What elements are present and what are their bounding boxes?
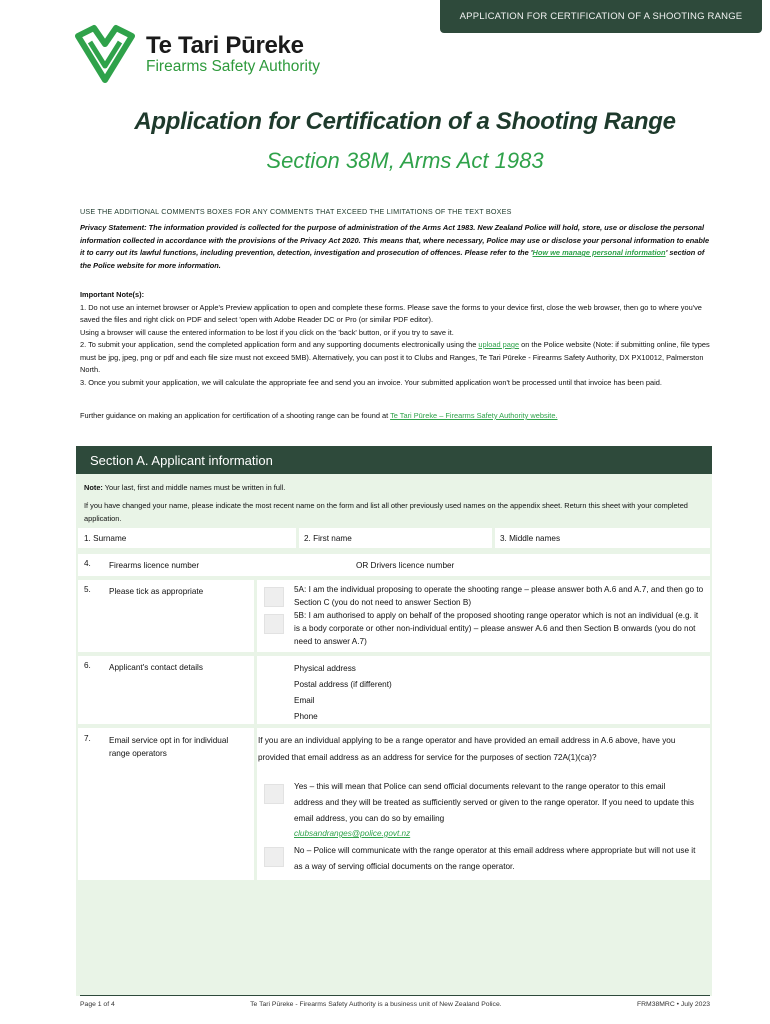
logo	[74, 24, 320, 84]
name-change-note: If you have changed your name, please indicate the most recent name on the form and list all other previously used names on the appendix sheet. Return this sheet with your completed application.	[84, 501, 688, 523]
logo-subtitle: Firearms Safety Authority	[146, 57, 321, 75]
q7-no-checkbox[interactable]	[264, 847, 284, 867]
q6-label: Applicant's contact details	[109, 663, 203, 672]
email-field[interactable]: Email	[294, 696, 315, 705]
q7-yes-text: Yes – this will mean that Police can send official documents relevant to the range operator to this email address and they will be treated as sufficiently served or given to the range operator. If you need to update this email address, you can do so by emailing	[294, 782, 694, 823]
document-tab-label: APPLICATION FOR CERTIFICATION OF A SHOOTING RANGE	[440, 0, 762, 33]
section-note	[84, 482, 704, 495]
q5b-text: 5B: I am authorised to apply on behalf of the proposed shooting range operator which is not an individual (e.g. it is a body corporate or other non-individual entity) – please answer A.6 and then Section B onwards (you do not need to answer A.7)	[294, 611, 699, 646]
note-2-text: 2. To submit your application, send the completed application form and any supporting documents electronically using the	[80, 340, 479, 349]
privacy-text: The information provided is collected for the purpose of administration of the Arms Act 1983. New Zealand Police will hold, store, use or disclose the personal information collected in accordance with the provisions of the Privacy Act 2020. This means that, where necessary, Police may use or disclose your personal information to enable it to carry out its lawful functions, including prevention, detection, investigation and prosecution of offences. Please refer to the '	[80, 223, 710, 257]
privacy-statement	[80, 222, 710, 272]
page-number: Page 1 of 4	[80, 1001, 115, 1008]
licence-row	[78, 554, 710, 576]
logo-mark-icon	[74, 24, 136, 84]
q7-label: Email service opt in for individual range operators	[109, 736, 229, 758]
q5b-checkbox[interactable]	[264, 614, 284, 634]
q6-number: 6.	[84, 661, 91, 670]
comments-instruction: USE THE ADDITIONAL COMMENTS BOXES FOR ANY COMMENTS THAT EXCEED THE LIMITATIONS OF THE TEXT BOXES	[80, 207, 512, 216]
note-1: 1. Do not use an internet browser or Apple's Preview application to open and complete these forms. Please save the forms to your device first, close the web browser, then go to where you've saved the files and right click on PDF and select 'open with Adobe Reader DC or Pro (or similar PDF editor).	[80, 302, 702, 324]
important-notes	[80, 289, 710, 389]
first-name-field[interactable]: 2. First name	[304, 534, 352, 543]
q6-row	[78, 656, 710, 724]
note-2	[80, 339, 710, 377]
fsa-website-link[interactable]: Te Tari Pūreke – Firearms Safety Authority website.	[390, 411, 558, 420]
privacy-link[interactable]: How we manage personal information	[532, 248, 666, 257]
further-guidance	[80, 410, 710, 423]
q5-label: Please tick as appropriate	[109, 587, 204, 596]
q7-no-text: No – Police will communicate with the range operator at this email address where appropriate but will not use it as a way of serving official documents on the range operator.	[294, 846, 696, 871]
q5a-checkbox[interactable]	[264, 587, 284, 607]
note-label: Note:	[84, 483, 103, 492]
note-3: 3. Once you submit your application, we will calculate the appropriate fee and send you an invoice. Your submitted application won't be processed until that invoice has been paid.	[80, 377, 662, 387]
note-1b: Using a browser will cause the entered information to be lost if you click on the 'back' button, or if you try to save it.	[80, 327, 454, 337]
surname-field[interactable]: 1. Surname	[84, 534, 127, 543]
q7-question: If you are an individual applying to be a range operator and have provided an email address in A.6 above, have you provided that email address as an address for service for the purposes of section 72A(1)(ca)?	[258, 736, 676, 762]
q7-row	[78, 728, 710, 880]
page-footer	[80, 995, 710, 1008]
clubs-ranges-email-link[interactable]: clubsandranges@police.govt.nz	[294, 829, 411, 838]
firearms-licence-field[interactable]: Firearms licence number	[109, 561, 200, 570]
q7-yes-checkbox[interactable]	[264, 784, 284, 804]
important-label: Important Note(s):	[80, 290, 145, 299]
q4-number: 4.	[84, 559, 91, 568]
middle-names-field[interactable]: 3. Middle names	[500, 534, 561, 543]
page-title: Application for Certification of a Shooting Range	[134, 108, 676, 135]
postal-address-field[interactable]: Postal address (if different)	[294, 680, 392, 689]
q5-number: 5.	[84, 585, 91, 594]
note-2-text-end: on the Police website (Note: if submitting online, file types must be jpg, jpeg, png or pdf and each file size must not exceed 5MB). Alternatively, you can post it to Clubs and Ranges, Te Tari Pūreke - Firearms Safety Authority, DX PX10012, Palmerston North.	[80, 340, 710, 374]
section-a-heading: Section A. Applicant information	[76, 446, 712, 474]
upload-page-link[interactable]: upload page	[478, 340, 520, 349]
note-text: Your last, first and middle names must be written in full.	[102, 483, 286, 492]
drivers-licence-field[interactable]: OR Drivers licence number	[356, 561, 455, 570]
q5-row	[78, 580, 710, 652]
physical-address-field[interactable]: Physical address	[294, 664, 356, 673]
form-code: FRM38MRC • July 2023	[636, 1001, 710, 1008]
privacy-end: ' section of the Police website for more information.	[80, 248, 705, 270]
page-subtitle: Section 38M, Arms Act 1983	[266, 148, 544, 173]
q5a-text: 5A: I am the individual proposing to operate the shooting range – please answer both A.6 and A.7, and then go to Section C (you do not need to answer Section B)	[294, 585, 704, 607]
further-text: Further guidance on making an application for certification of a shooting range can be found at	[80, 411, 391, 420]
footer-center: Te Tari Pūreke - Firearms Safety Authority is a business unit of New Zealand Police.	[250, 1001, 502, 1008]
names-row	[78, 528, 710, 548]
privacy-label: Privacy Statement:	[80, 223, 147, 232]
phone-field[interactable]: Phone	[294, 712, 318, 721]
logo-title: Te Tari Pūreke	[146, 31, 304, 59]
q7-number: 7.	[84, 734, 91, 743]
